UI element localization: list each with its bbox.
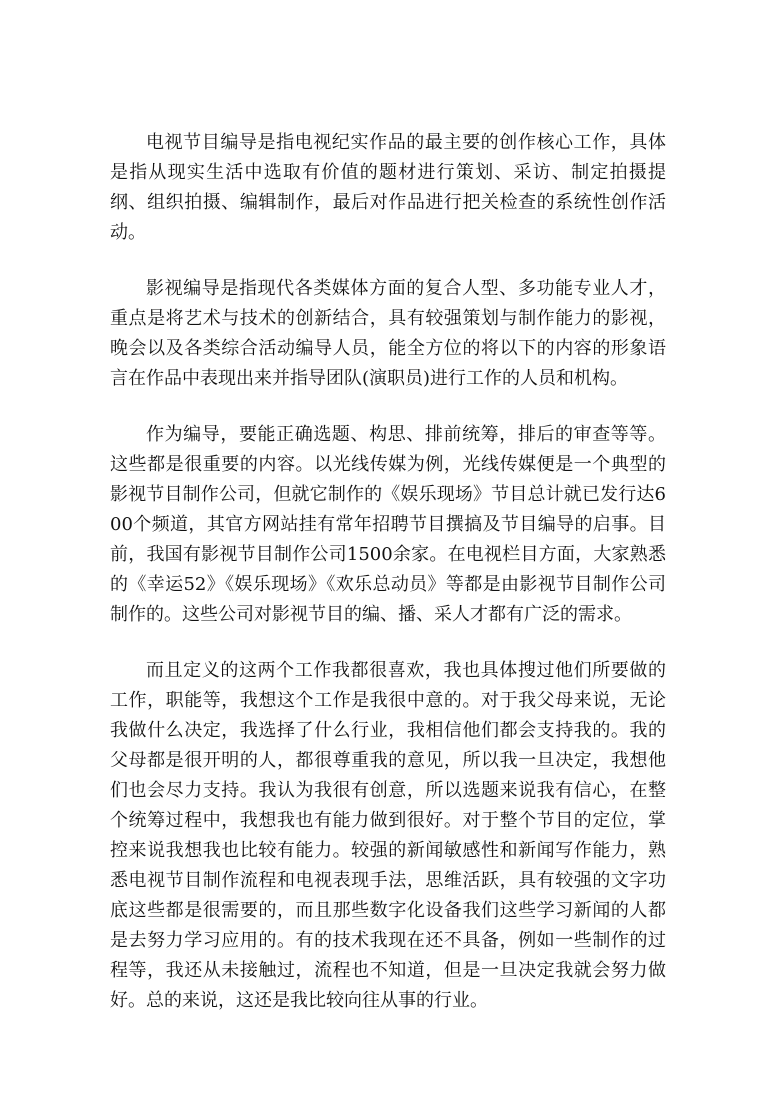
paragraph-1: 电视节目编导是指电视纪实作品的最主要的创作核心工作，具体是指从现实生活中选取有价值的题材进行策划、采访、制定拍摄提纲、组织拍摄、编辑制作，最后对作品进行把关检查的系统性创作活动。 [110, 132, 666, 243]
paragraph-2: 影视编导是指现代各类媒体方面的复合人型、多功能专业人才，重点是将艺术与技术的创新结合，具有较强策划与制作能力的影视，晚会以及各类综合活动编导人员，能全方位的将以下的内容的形象语言在作品中表现出来并指导团队(演职员)进行工作的人员和机构。 [110, 278, 666, 389]
paragraph-4: 而且定义的这两个工作我都很喜欢，我也具体搜过他们所要做的工作，职能等，我想这个工作是我很中意的。对于我父母来说，无论我做什么决定，我选择了什么行业，我相信他们都会支持我的。我的父母都是很开明的人，都很尊重我的意见，所以我一旦决定，我想他们也会尽力支持。我认为我很有创意，所以选题来说我有信心，在整个统筹过程中，我想我也有能力做到很好。对于整个节目的定位，掌控来说我想我也比较有能力。较强的新闻敏感性和新闻写作能力，熟悉电视节目制作流程和电视表现手法，思维活跃，具有较强的文字功底这些都是很需要的，而且那些数字化设备我们这些学习新闻的人都是去努力学习应用的。有的技术我现在还不具备，例如一些制作的过程等，我还从未接触过，流程也不知道，但是一旦决定我就会努力做好。总的来说，这还是我比较向往从事的行业。 [110, 660, 666, 1011]
paragraph-3: 作为编导，要能正确选题、构思、排前统筹，排后的审查等等。这些都是很重要的内容。以光线传媒为例，光线传媒便是一个典型的影视节目制作公司，但就它制作的《娱乐现场》节目总计就已发行达600个频道，其官方网站挂有常年招聘节目撰搞及节目编导的启事。目前，我国有影视节目制作公司1500余家。在电视栏目方面，大家熟悉的《幸运52》《娱乐现场》《欢乐总动员》等都是由影视节目制作公司制作的。这些公司对影视节目的编、播、采人才都有广泛的需求。 [110, 424, 666, 625]
document-page [110, 128, 666, 1042]
